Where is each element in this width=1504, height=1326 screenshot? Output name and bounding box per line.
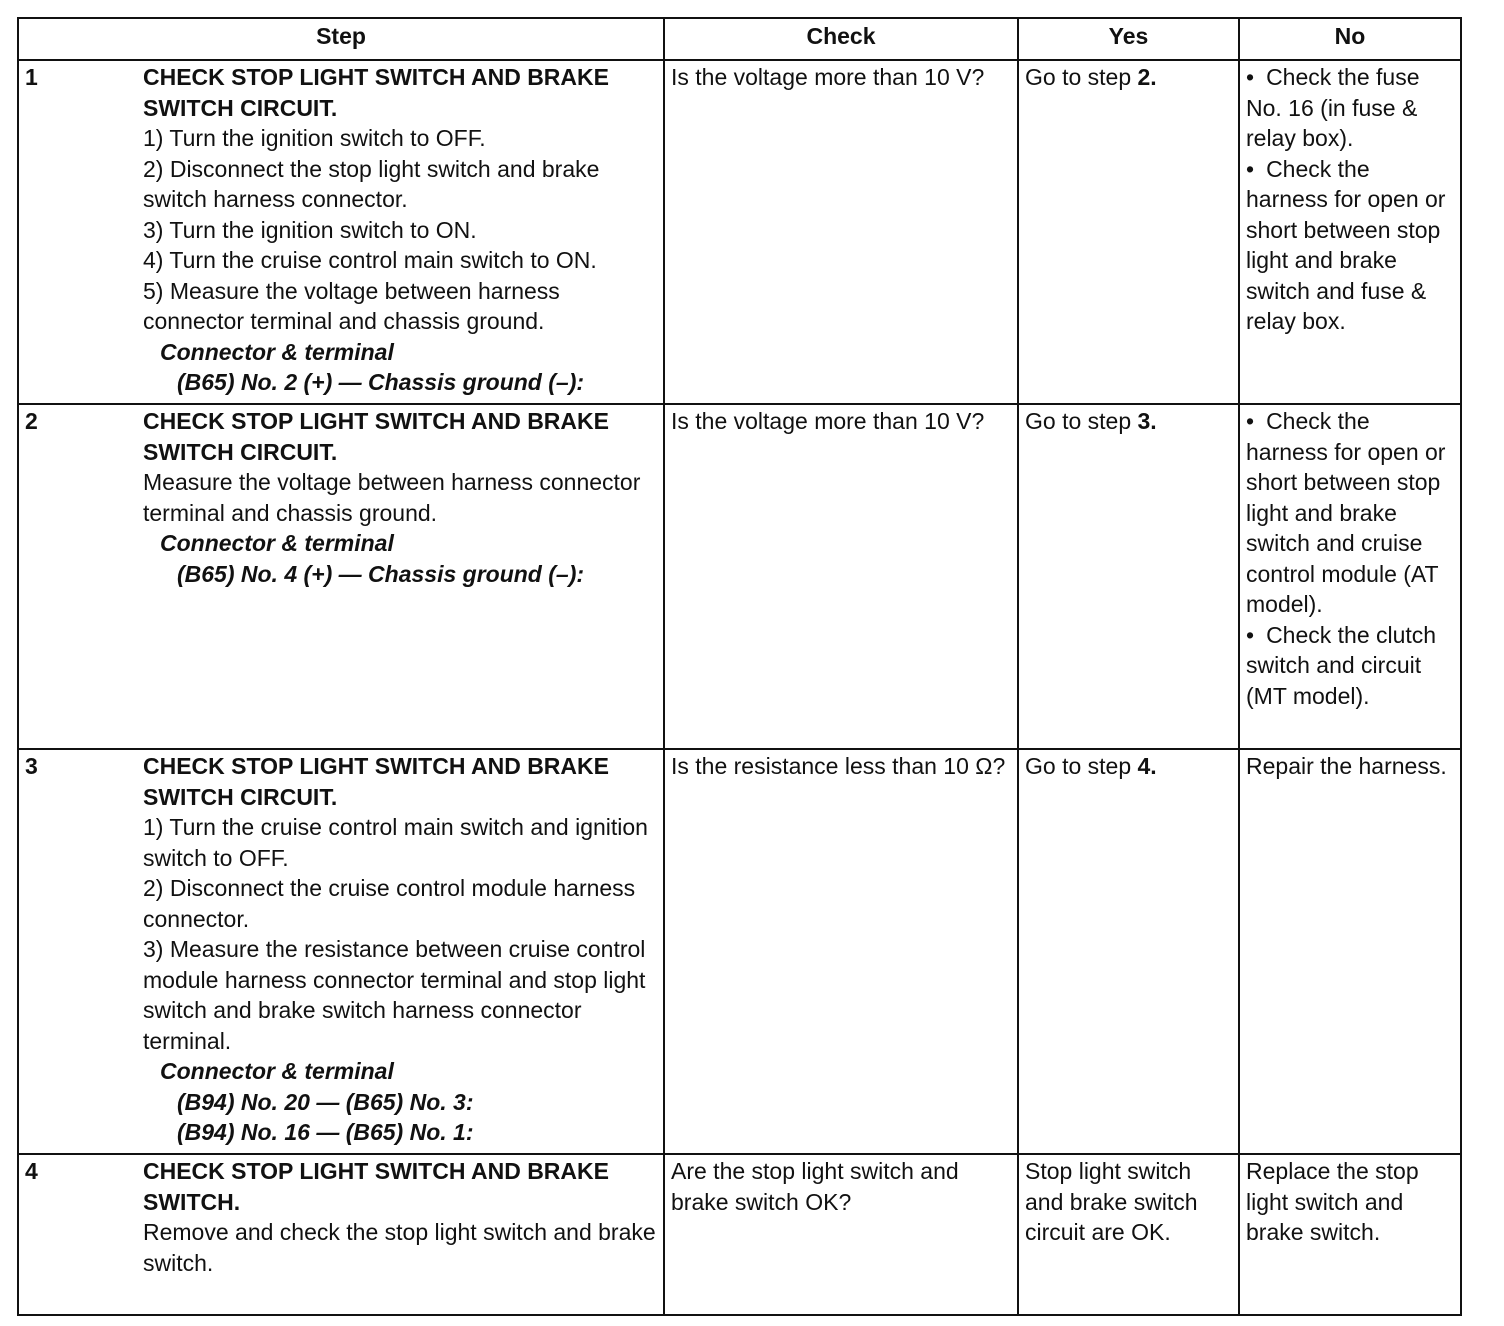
step-instruction: Measure the voltage between harness connector terminal and chassis ground.: [143, 469, 641, 526]
yes-cell: [1018, 404, 1239, 749]
step-title: CHECK STOP LIGHT SWITCH AND BRAKE SWITCH CIRCUIT.: [143, 64, 609, 121]
step-title: CHECK STOP LIGHT SWITCH AND BRAKE SWITCH CIRCUIT.: [143, 753, 609, 810]
step-number: 1: [25, 64, 38, 90]
connector-label: Connector & terminal: [160, 530, 394, 556]
header-step: Step: [18, 18, 664, 60]
yes-cell: [1018, 749, 1239, 1154]
no-cell: [1239, 60, 1461, 404]
step-instruction: 2) Disconnect the cruise control module harness connector.: [143, 875, 636, 932]
header-row: [18, 18, 1461, 60]
table-row: [18, 749, 1461, 1154]
yes-step-ref: 4.: [1137, 753, 1157, 779]
step-title: CHECK STOP LIGHT SWITCH AND BRAKE SWITCH.: [143, 1158, 609, 1215]
yes-prefix: Go to step: [1025, 64, 1138, 90]
yes-cell: Stop light switch and brake switch circuit are OK.: [1018, 1154, 1239, 1315]
check-cell: Is the voltage more than 10 V?: [664, 60, 1018, 404]
step-cell: [18, 404, 664, 749]
step-instruction: 1) Turn the ignition switch to OFF.: [143, 125, 486, 151]
step-title: CHECK STOP LIGHT SWITCH AND BRAKE SWITCH CIRCUIT.: [143, 408, 609, 465]
step-instruction: 3) Turn the ignition switch to ON.: [143, 216, 477, 243]
header-yes: Yes: [1018, 18, 1239, 60]
connector-label: Connector & terminal: [160, 1058, 394, 1084]
yes-step-ref: 2.: [1137, 64, 1157, 90]
no-item: • Check the harness for open or short between stop light and brake switch and fuse & relay box.: [1246, 154, 1454, 337]
connector-terminal: (B65) No. 2 (+) — Chassis ground (–):: [177, 369, 585, 395]
table-row: [18, 1154, 1461, 1315]
step-instruction: 4) Turn the cruise control main switch to ON.: [143, 247, 597, 273]
header-check: Check: [664, 18, 1018, 60]
no-item: • Check the harness for open or short between stop light and brake switch and cruise control module (AT model).: [1246, 406, 1454, 620]
check-cell: Is the voltage more than 10 V?: [664, 404, 1018, 749]
connector-terminal: (B65) No. 4 (+) — Chassis ground (–):: [177, 560, 585, 587]
step-cell: [18, 1154, 664, 1315]
connector-terminal: (B94) No. 20 — (B65) No. 3:: [177, 1088, 474, 1115]
yes-cell: [1018, 60, 1239, 404]
step-cell: [18, 60, 664, 404]
step-instruction: 2) Disconnect the stop light switch and brake switch harness connector.: [143, 155, 600, 212]
step-number: 3: [25, 753, 38, 779]
no-cell: Repair the harness.: [1239, 749, 1461, 1154]
yes-prefix: Go to step: [1025, 408, 1138, 434]
step-instruction: Remove and check the stop light switch and brake switch.: [143, 1219, 656, 1276]
diagnostic-table: [17, 17, 1462, 1316]
no-cell: [1239, 404, 1461, 749]
step-instruction: 3) Measure the resistance between cruise control module harness connector terminal and stop light switch and brake switch harness connector terminal.: [143, 936, 646, 1054]
step-cell: [18, 749, 664, 1154]
step-number: 2: [25, 408, 38, 434]
table-row: [18, 60, 1461, 404]
check-cell: Is the resistance less than 10 Ω?: [664, 749, 1018, 1154]
connector-terminal: (B94) No. 16 — (B65) No. 1:: [177, 1119, 474, 1145]
step-instruction: 5) Measure the voltage between harness connector terminal and chassis ground.: [143, 277, 560, 334]
step-instruction: 1) Turn the cruise control main switch and ignition switch to OFF.: [143, 814, 648, 871]
check-cell: Are the stop light switch and brake switch OK?: [664, 1154, 1018, 1315]
table-row: [18, 404, 1461, 749]
header-no: No: [1239, 18, 1461, 60]
yes-step-ref: 3.: [1137, 408, 1157, 434]
connector-label: Connector & terminal: [160, 338, 394, 365]
no-item: • Check the clutch switch and circuit (MT model).: [1246, 620, 1454, 712]
step-number: 4: [25, 1158, 38, 1184]
no-item: • Check the fuse No. 16 (in fuse & relay box).: [1246, 62, 1454, 154]
yes-prefix: Go to step: [1025, 753, 1138, 779]
no-cell: Replace the stop light switch and brake switch.: [1239, 1154, 1461, 1315]
